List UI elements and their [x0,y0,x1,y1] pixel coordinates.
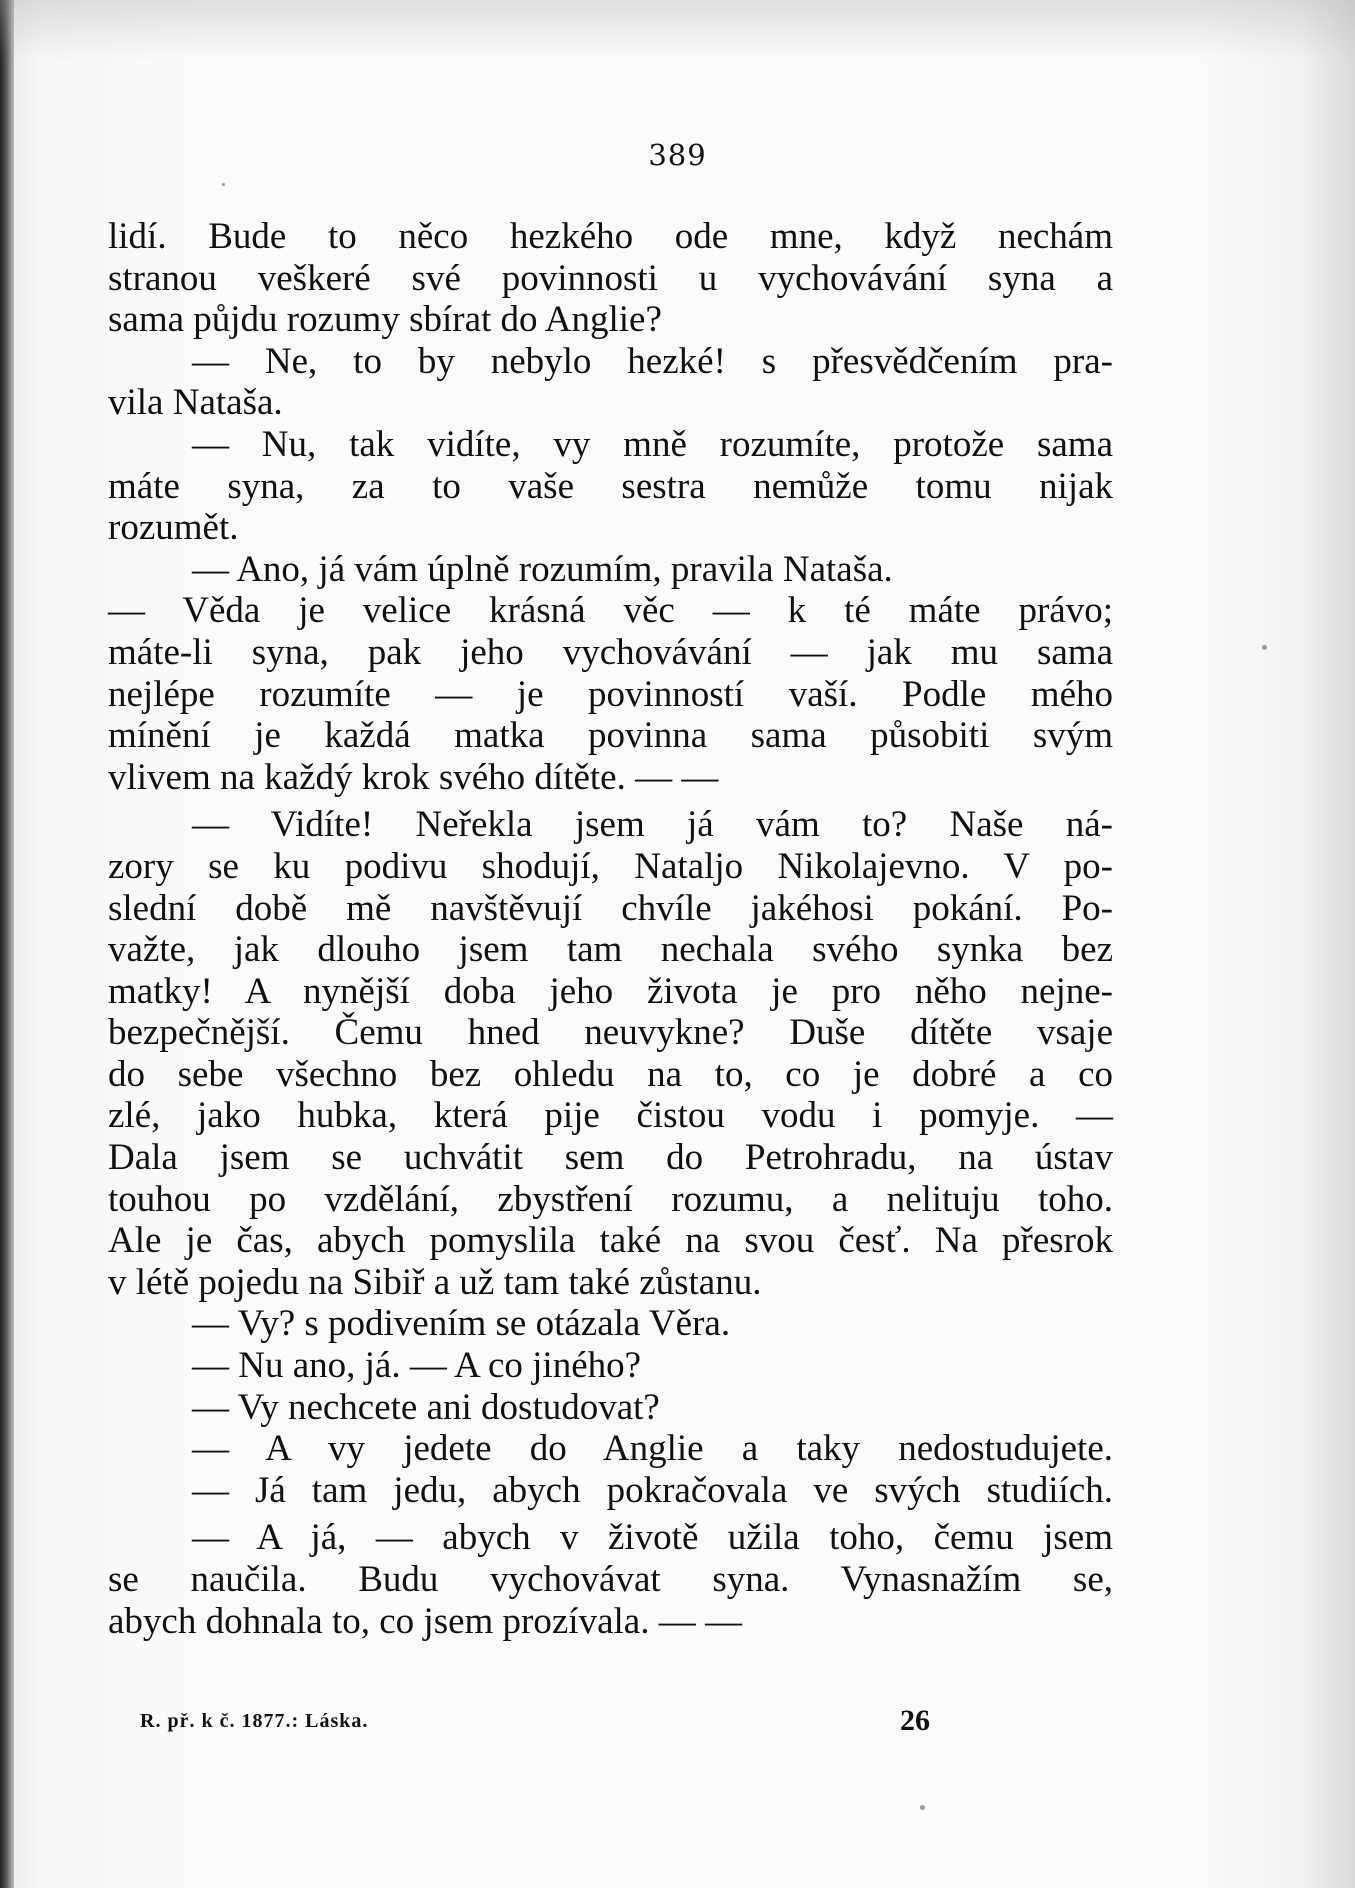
page-number: 389 [648,138,707,172]
text-line: zory se ku podivu shodují, Nataljo Nikolajevno. V po- [108,845,1113,887]
paper-speck [920,1805,925,1810]
paper-speck [222,183,225,186]
text-line: do sebe všechno bez ohledu na to, co je dobré a co [108,1053,1113,1095]
page-top-shadow [0,0,1355,60]
text-line: — Já tam jedu, abych pokračovala ve svých studiích. [192,1469,1113,1511]
text-line: — Nu, tak vidíte, vy mně rozumíte, protože sama [192,423,1113,465]
body-text [108,216,1113,1642]
text-line: — Věda je velice krásná věc — k té máte právo; [108,590,1113,632]
text-line: matky! A nynější doba jeho života je pro něho nejne- [108,970,1113,1012]
page-binding-edge [0,0,14,1888]
text-line: touhou po vzdělání, zbystření rozumu, a nelituju toho. [108,1178,1113,1220]
text-line: máte-li syna, pak jeho vychovávání — jak mu sama [108,631,1113,673]
text-line: bezpečnější. Čemu hned neuvykne? Duše dítěte vsaje [108,1012,1113,1054]
footer-sheet-number: 26 [900,1704,930,1737]
text-line: — Nu ano, já. — A co jiného? [192,1345,642,1387]
text-line: máte syna, za to vaše sestra nemůže tomu nijak [108,465,1113,507]
footer-signature: R. př. k č. 1877.: Láska. [140,1710,369,1732]
text-line: rozumět. [108,507,239,549]
text-line: važte, jak dlouho jsem tam nechala svého synka bez [108,929,1113,971]
text-line: nejlépe rozumíte — je povinností vaší. Podle mého [108,673,1113,715]
text-line: lidí. Bude to něco hezkého ode mne, když nechám [108,216,1113,257]
text-line: zlé, jako hubka, která pije čistou vodu i pomyje. — [108,1095,1113,1137]
text-line: vila Nataša. [108,382,283,424]
text-line: — A já, — abych v životě užila toho, čemu jsem [192,1517,1113,1559]
text-line: v létě pojedu na Sibiř a už tam také zůstanu. [108,1261,762,1303]
text-line: — Vy? s podivením se otázala Věra. [192,1303,731,1345]
text-line: mínění je každá matka povinna sama působiti svým [108,715,1113,757]
text-line: stranou veškeré své povinnosti u vychovávání syna a [108,257,1113,299]
text-line: abych dohnala to, co jsem prozívala. — — [108,1600,742,1642]
text-line: — Ano, já vám úplně rozumím, pravila Nataša. [192,548,893,590]
text-line: — Vidíte! Neřekla jsem já vám to? Naše ná- [192,804,1113,846]
text-line: Dala jsem se uchvátit sem do Petrohradu, na ústav [108,1137,1113,1179]
text-line: — Vy nechcete ani dostudovat? [192,1386,660,1428]
paper-speck [1262,645,1267,650]
text-line: — Ne, to by nebylo hezké! s přesvědčením pra- [192,340,1113,382]
text-line: se naučila. Budu vychovávat syna. Vynasnažím se, [108,1559,1113,1600]
text-line: Ale je čas, abych pomyslila také na svou česť. Na přesrok [108,1220,1113,1262]
text-line: — A vy jedete do Anglie a taky nedostudujete. [192,1428,1113,1470]
text-line: slední době mě navštěvují chvíle jakéhosi pokání. Po- [108,887,1113,929]
text-line: sama půjdu rozumy sbírat do Anglie? [108,299,662,341]
text-line: vlivem na každý krok svého dítěte. — — [108,756,719,798]
